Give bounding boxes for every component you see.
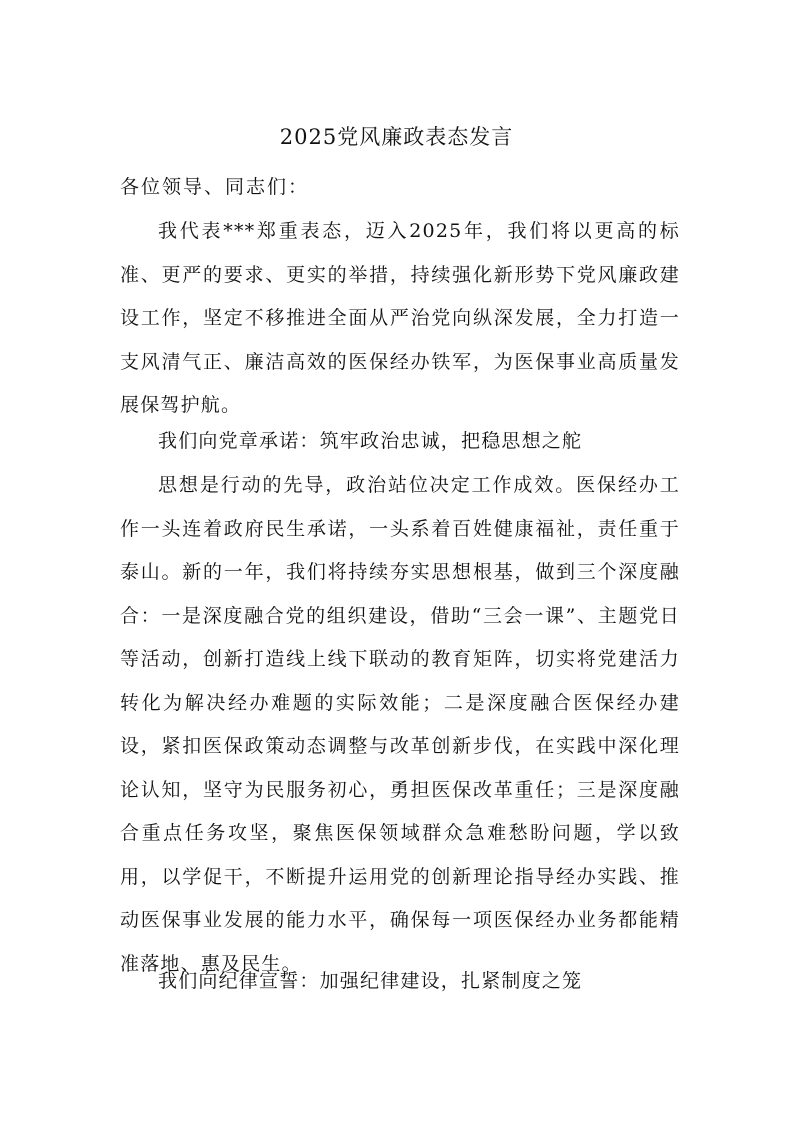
salutation: 各位领导、同志们： bbox=[120, 176, 310, 198]
section-heading-party-charter: 我们向党章承诺：筑牢政治忠诚，把稳思想之舵 bbox=[158, 430, 583, 452]
section-heading-discipline: 我们向纪律宣誓：加强纪律建设，扎紧制度之笼 bbox=[158, 970, 583, 992]
paragraph-intro: 我代表***郑重表态，迈入2025年，我们将以更高的标准、更严的要求、更实的举措，持续强化新形势下党风廉政建设工作，坚定不移推进全面从严治党向纵深发展，全力打造一支风清气正、廉洁高效的医保经办铁军，为医保事业高质量发展保驾护航。 bbox=[120, 220, 680, 416]
document-title: 2025党风廉政表态发言 bbox=[279, 125, 514, 149]
paragraph-thought: 思想是行动的先导，政治站位决定工作成效。医保经办工作一头连着政府民生承诺，一头系着百姓健康福祉，责任重于泰山。新的一年，我们将持续夯实思想根基，做到三个深度融合：一是深度融合党的组织建设，借助“三会一课”、主题党日等活动，创新打造线上线下联动的教育矩阵，切实将党建活力转化为解决经办难题的实际效能；二是深度融合医保经办建设，紧扣医保政策动态调整与改革创新步伐，在实践中深化理论认知，坚守为民服务初心，勇担医保改革重任；三是深度融合重点任务攻坚，聚焦医保领域群众急难愁盼问题，学以致用，以学促干，不断提升运用党的创新理论指导经办实践、推动医保事业发展的能力水平，确保每一项医保经办业务都能精准落地、惠及民生。 bbox=[120, 474, 680, 975]
